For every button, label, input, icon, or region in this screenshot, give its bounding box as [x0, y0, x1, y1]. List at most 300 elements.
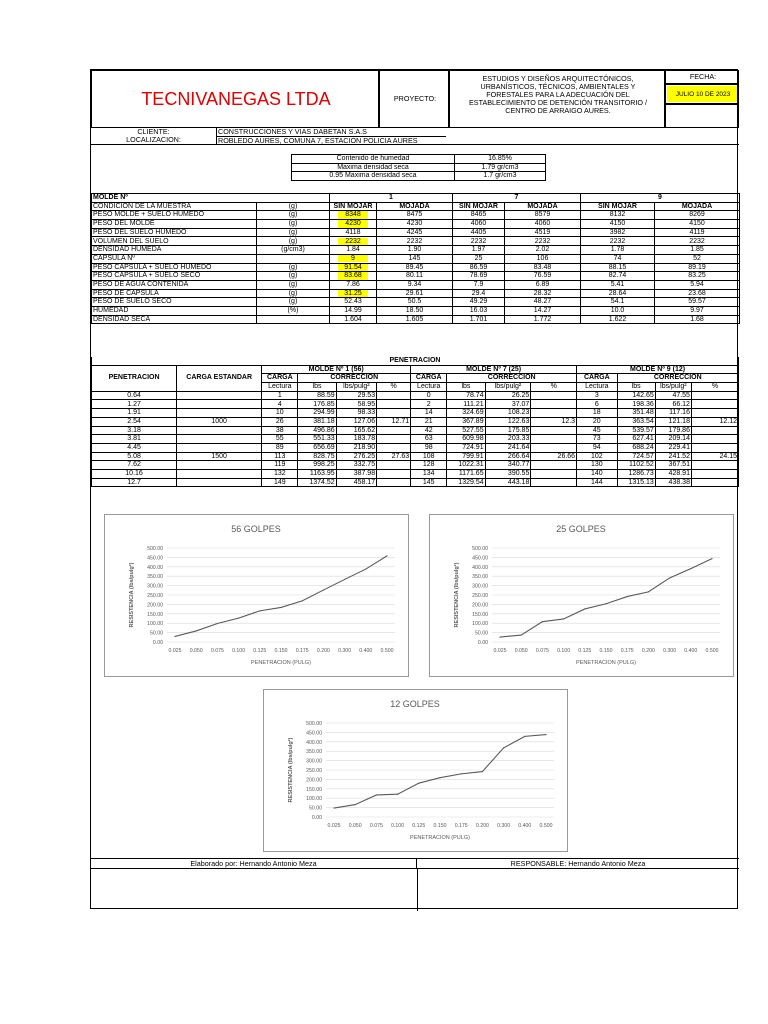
carga-label: CARGA [411, 374, 447, 383]
x-tick-label: 0.125 [578, 648, 592, 654]
pen-value [377, 461, 411, 470]
summary-label: 0.95 Maxima densidad seca [292, 172, 455, 181]
row-value: 1.90 [377, 246, 453, 255]
pen-value: 294.99 [298, 409, 336, 418]
row-unit: (g) [257, 298, 330, 307]
row-unit: (g) [257, 228, 330, 237]
y-tick-label: 400.00 [472, 564, 488, 571]
pen-value [377, 435, 411, 444]
y-tick-label: 0.00 [311, 815, 322, 821]
row-value: 4119 [655, 228, 740, 237]
chart-title: 56 GOLPES [231, 524, 281, 534]
chart-25-svg [430, 515, 733, 676]
x-tick-label: 0.075 [369, 823, 383, 829]
footer-divider [417, 869, 418, 911]
pen-value [691, 426, 738, 435]
row-label: CAPSULA Nº [92, 254, 257, 263]
y-tick-label: 350.00 [147, 574, 163, 581]
density-row [92, 211, 740, 220]
penetration-row [92, 417, 739, 426]
row-unit: (g) [257, 289, 330, 298]
client-value: CONSTRUCCIONES Y VIAS DABETAN S.A.S [216, 128, 436, 136]
pen-value: 496.86 [298, 426, 336, 435]
molde-9: 9 [581, 194, 740, 203]
series-line [175, 556, 387, 637]
pen-value: 998.25 [298, 461, 336, 470]
pen-value: 688.24 [617, 443, 655, 452]
row-value: 16.03 [453, 306, 505, 315]
y-tick-label: 500.00 [147, 546, 163, 552]
x-tick-label: 0.175 [620, 648, 634, 654]
pen-mm: 10.16 [92, 469, 177, 478]
row-label: HUMEDAD [92, 306, 257, 315]
pen-value: 12.3 [531, 417, 577, 426]
row-unit [257, 254, 330, 263]
carga-label: CARGA [262, 374, 298, 383]
penetration-row [92, 461, 739, 470]
data-point [461, 773, 462, 774]
row-value: 78.69 [453, 272, 505, 281]
pen-value: 37.07 [485, 400, 531, 409]
row-unit: (g) [257, 211, 330, 220]
y-tick-label: 0.00 [477, 640, 488, 646]
data-point [323, 589, 324, 590]
row-label: VOLUMEN DEL SUELO [92, 237, 257, 246]
highlighted-value: 2232 [338, 238, 368, 246]
x-tick-label: 0.025 [168, 648, 182, 654]
y-tick-label: 200.00 [472, 602, 488, 609]
x-tick-label: 0.500 [705, 648, 719, 654]
pen-value: 55 [262, 435, 298, 444]
density-row [92, 228, 740, 237]
chart-25-golpes [429, 514, 734, 677]
pen-value: 2 [411, 400, 447, 409]
data-point [605, 603, 606, 604]
row-value: 1.604 [330, 315, 377, 324]
row-value: 23.68 [655, 289, 740, 298]
location-label: LOCALIZACION: [126, 135, 181, 144]
pen-value: 122.63 [485, 417, 531, 426]
summary-row [292, 172, 546, 181]
pen-value: 134 [411, 469, 447, 478]
pen-value: 1163.95 [298, 469, 336, 478]
x-tick-label: 0.175 [295, 648, 309, 654]
project-label: PROYECTO: [393, 94, 437, 103]
row-value: 4230 [377, 220, 453, 229]
pen-value [691, 478, 738, 487]
row-value: 2232 [453, 237, 505, 246]
pen-value: 117.16 [655, 409, 691, 418]
molde-header-row [92, 194, 740, 203]
pen-value [377, 426, 411, 435]
penetration-row [92, 478, 739, 487]
pen-std [177, 443, 262, 452]
molde-label: MOLDE Nº [92, 194, 330, 203]
pen-std [177, 391, 262, 400]
pen-mm: 7.62 [92, 461, 177, 470]
highlighted-value: 83.68 [338, 272, 368, 280]
pen-value: 1286.73 [617, 469, 655, 478]
lectura-label: Lectura [262, 383, 298, 392]
pen-value [531, 478, 577, 487]
pen-value [377, 409, 411, 418]
pen-mm: 4.45 [92, 443, 177, 452]
pen-value: 203.33 [485, 435, 531, 444]
x-tick-label: 0.075 [535, 648, 549, 654]
penetration-title: PENETRACION [92, 357, 739, 365]
data-point [584, 608, 585, 609]
row-value: 106 [505, 254, 581, 263]
x-tick-label: 0.400 [518, 823, 532, 829]
row-value: 7.86 [330, 280, 377, 289]
penetration-row [92, 435, 739, 444]
molde-9-title: MOLDE Nº 9 (12) [577, 365, 739, 374]
row-value: 88.15 [581, 263, 655, 272]
row-value: 2232 [581, 237, 655, 246]
data-point [690, 568, 691, 569]
pen-value: 340.77 [485, 461, 531, 470]
row-value: 82.74 [581, 272, 655, 281]
pen-value: 119 [262, 461, 298, 470]
pen-value: 363.54 [617, 417, 655, 426]
row-value: 2232 [377, 237, 453, 246]
pen-value: 165.62 [336, 426, 376, 435]
row-label: PESO DE AGUA CONTENIDA [92, 280, 257, 289]
row-label: PESO MOLDE + SUELO HUMEDO [92, 211, 257, 220]
molde-1: 1 [330, 194, 453, 203]
data-point [482, 771, 483, 772]
y-tick-label: 50.00 [475, 630, 488, 637]
data-point [174, 636, 175, 637]
date-value: JULIO 10 DE 2023 [675, 91, 731, 98]
row-value: 4519 [505, 228, 581, 237]
data-point [648, 591, 649, 592]
row-label: CONDICION DE LA MUESTRA [92, 202, 257, 211]
company-cell [91, 70, 379, 128]
molde-1-title: MOLDE Nº 1 (56) [262, 365, 411, 374]
pen-value [531, 469, 577, 478]
data-point [259, 610, 260, 611]
density-row [92, 315, 740, 324]
row-value: 1.605 [377, 315, 453, 324]
pen-value: 29.53 [336, 391, 376, 400]
pen-value: 108 [411, 452, 447, 461]
row-value: 59.57 [655, 298, 740, 307]
pen-value [377, 400, 411, 409]
row-value: 1.622 [581, 315, 655, 324]
lbs-label: lbs [447, 383, 485, 392]
row-value: 2232 [505, 237, 581, 246]
row-unit: (g) [257, 202, 330, 211]
row-value: 4118 [330, 228, 377, 237]
row-unit: (g) [257, 280, 330, 289]
pen-value: 183.78 [336, 435, 376, 444]
y-axis-label: RESISTENCIA (lbs/pulg²) [129, 562, 135, 628]
pct-label: % [691, 383, 738, 392]
pen-value: 149 [262, 478, 298, 487]
lectura-label: Lectura [577, 383, 617, 392]
row-value: MOJADA [505, 202, 581, 211]
y-tick-label: 350.00 [472, 574, 488, 581]
pen-mm: 12.7 [92, 478, 177, 487]
row-value: 6.89 [505, 280, 581, 289]
data-point [439, 777, 440, 778]
data-point [499, 636, 500, 637]
pen-value [691, 469, 738, 478]
pen-value: 1329.54 [447, 478, 485, 487]
chart-title: 25 GOLPES [556, 524, 606, 534]
penetration-row [92, 391, 739, 400]
data-point [280, 607, 281, 608]
pen-mm: 0.64 [92, 391, 177, 400]
pen-value: 176.85 [298, 400, 336, 409]
row-label: PESO DEL SUELO HUMEDO [92, 228, 257, 237]
pen-value: 627.41 [617, 435, 655, 444]
y-axis-label: RESISTENCIA (lbs/pulg²) [454, 562, 460, 628]
density-row [92, 306, 740, 315]
pen-value: 0 [411, 391, 447, 400]
x-tick-label: 0.125 [253, 648, 267, 654]
pen-value: 724.91 [447, 443, 485, 452]
pen-value: 26 [262, 417, 298, 426]
pen-value: 63 [411, 435, 447, 444]
pen-value: 89 [262, 443, 298, 452]
pen-value: 26.66 [531, 452, 577, 461]
y-tick-label: 100.00 [306, 796, 322, 803]
row-value: 28.32 [505, 289, 581, 298]
row-value: 2.02 [505, 246, 581, 255]
chart-12-svg [264, 690, 567, 851]
summary-table [291, 154, 546, 181]
row-value: 7.9 [453, 280, 505, 289]
pen-value: 98 [411, 443, 447, 452]
row-value: SIN MOJAR [581, 202, 655, 211]
row-value: SIN MOJAR [330, 202, 377, 211]
pen-value: 47.55 [655, 391, 691, 400]
pen-value: 21 [411, 417, 447, 426]
pen-std [177, 469, 262, 478]
pen-value: 1374.52 [298, 478, 336, 487]
row-value: 83.48 [505, 263, 581, 272]
chart-12-golpes [263, 689, 568, 852]
x-axis-label: PENETRACION (PULG) [251, 660, 311, 666]
pen-value: 351.48 [617, 409, 655, 418]
row-value [330, 220, 377, 229]
highlighted-value: 31.25 [338, 290, 368, 298]
pct-label: % [377, 383, 411, 392]
series-line [334, 735, 546, 808]
summary-label: Maxima densidad seca [292, 163, 455, 172]
col-penetracion: PENETRACION [92, 365, 177, 391]
row-value: 5.94 [655, 280, 740, 289]
pen-value: 14 [411, 409, 447, 418]
row-value: 4150 [581, 220, 655, 229]
pen-value: 145 [411, 478, 447, 487]
pen-value [531, 391, 577, 400]
penetration-row [92, 409, 739, 418]
highlighted-value: 8348 [338, 211, 368, 219]
x-tick-label: 0.200 [316, 648, 330, 654]
pen-value [531, 426, 577, 435]
row-value: 83.25 [655, 272, 740, 281]
row-label: PESO DE CAPSULA [92, 289, 257, 298]
pen-value: 539.57 [617, 426, 655, 435]
row-value: MOJADA [655, 202, 740, 211]
data-point [196, 630, 197, 631]
summary-row [292, 155, 546, 164]
pen-std [177, 426, 262, 435]
correccion-label: CORRECCION [447, 374, 577, 383]
pen-value: 656.69 [298, 443, 336, 452]
row-value: 28.64 [581, 289, 655, 298]
lectura-label: Lectura [411, 383, 447, 392]
row-value [330, 272, 377, 281]
pen-value: 3 [577, 391, 617, 400]
density-row [92, 220, 740, 229]
row-label: DENSIDAD SECA [92, 315, 257, 324]
pen-value: 241.64 [485, 443, 531, 452]
pen-value: 111.21 [447, 400, 485, 409]
row-value: 18.50 [377, 306, 453, 315]
pen-mm: 3.18 [92, 426, 177, 435]
row-value: 8475 [377, 211, 453, 220]
y-tick-label: 450.00 [306, 730, 322, 737]
client-label: CLIENTE: [137, 127, 170, 136]
project-text-cell [449, 70, 665, 128]
row-value: 8579 [505, 211, 581, 220]
pen-value: 724.57 [617, 452, 655, 461]
date-label-cell [665, 70, 739, 84]
pen-value: 113 [262, 452, 298, 461]
row-value: 49.29 [453, 298, 505, 307]
pen-value: 38 [262, 426, 298, 435]
penetration-row [92, 452, 739, 461]
row-value [330, 254, 377, 263]
pen-value: 58.95 [336, 400, 376, 409]
x-tick-label: 0.100 [557, 648, 571, 654]
row-unit: (g) [257, 237, 330, 246]
pen-value: 26.25 [485, 391, 531, 400]
highlighted-value: 4230 [338, 220, 368, 228]
density-table [91, 193, 740, 324]
row-value: 54.1 [581, 298, 655, 307]
y-tick-label: 0.00 [152, 640, 163, 646]
pen-value: 1102.52 [617, 461, 655, 470]
x-tick-label: 0.150 [599, 648, 613, 654]
pen-value: 324.69 [447, 409, 485, 418]
row-value: 1.85 [655, 246, 740, 255]
summary-label: Contenido de humedad [292, 155, 455, 164]
pen-std [177, 400, 262, 409]
row-label: PESO CAPSULA + SUELO SECO [92, 272, 257, 281]
row-value: 48.27 [505, 298, 581, 307]
data-point [365, 568, 366, 569]
row-unit: (g) [257, 220, 330, 229]
pen-value: 12.12 [691, 417, 738, 426]
y-tick-label: 250.00 [147, 593, 163, 599]
row-value: 86.59 [453, 263, 505, 272]
pen-value: 132 [262, 469, 298, 478]
y-tick-label: 250.00 [472, 593, 488, 599]
x-tick-label: 0.200 [641, 648, 655, 654]
pen-molde-row [92, 365, 739, 374]
pen-value: 828.75 [298, 452, 336, 461]
pen-value [531, 400, 577, 409]
y-tick-label: 150.00 [147, 611, 163, 618]
x-tick-label: 0.025 [493, 648, 507, 654]
density-row [92, 298, 740, 307]
row-value: 8465 [453, 211, 505, 220]
pen-value: 332.75 [336, 461, 376, 470]
row-unit [257, 315, 330, 324]
x-tick-label: 0.175 [454, 823, 468, 829]
pen-title-row [92, 357, 739, 365]
pen-value [377, 469, 411, 478]
x-tick-label: 0.050 [348, 823, 362, 829]
row-label: PESO DEL MOLDE [92, 220, 257, 229]
chart-56-golpes [104, 514, 409, 677]
row-label: DENSIDAD HUMEDA [92, 246, 257, 255]
pen-value: 799.91 [447, 452, 485, 461]
pen-value: 144 [577, 478, 617, 487]
pen-mm: 2.54 [92, 417, 177, 426]
pen-value: 266.64 [485, 452, 531, 461]
y-tick-label: 200.00 [306, 777, 322, 784]
row-value: 50.5 [377, 298, 453, 307]
highlighted-value: 91.54 [338, 264, 368, 272]
row-unit: (g) [257, 263, 330, 272]
carga-label: CARGA [577, 374, 617, 383]
penetration-row [92, 426, 739, 435]
pen-value: 6 [577, 400, 617, 409]
pen-value: 551.33 [298, 435, 336, 444]
pen-value [531, 443, 577, 452]
pen-value: 241.52 [655, 452, 691, 461]
pen-value [691, 443, 738, 452]
pen-value: 108.23 [485, 409, 531, 418]
row-value: 14.99 [330, 306, 377, 315]
pen-value: 24.15 [691, 452, 738, 461]
pen-value: 130 [577, 461, 617, 470]
data-point [545, 734, 546, 735]
pen-value: 527.55 [447, 426, 485, 435]
pen-value: 94 [577, 443, 617, 452]
y-tick-label: 350.00 [306, 749, 322, 756]
pen-value: 609.98 [447, 435, 485, 444]
density-row [92, 202, 740, 211]
pen-value: 367.89 [447, 417, 485, 426]
pen-value: 128 [411, 461, 447, 470]
x-tick-label: 0.050 [514, 648, 528, 654]
pen-value: 102 [577, 452, 617, 461]
data-point [217, 623, 218, 624]
pen-value: 127.06 [336, 417, 376, 426]
pen-value [531, 409, 577, 418]
pen-value: 66.12 [655, 400, 691, 409]
row-value: 1.701 [453, 315, 505, 324]
penetration-row [92, 400, 739, 409]
pen-value: 10 [262, 409, 298, 418]
y-tick-label: 50.00 [150, 630, 163, 637]
client-block [91, 127, 739, 145]
x-tick-label: 0.400 [684, 648, 698, 654]
row-value: 3982 [581, 228, 655, 237]
pen-value: 198.36 [617, 400, 655, 409]
footer [91, 858, 739, 910]
x-tick-label: 0.300 [497, 823, 511, 829]
pen-value [377, 443, 411, 452]
x-tick-label: 0.150 [433, 823, 447, 829]
